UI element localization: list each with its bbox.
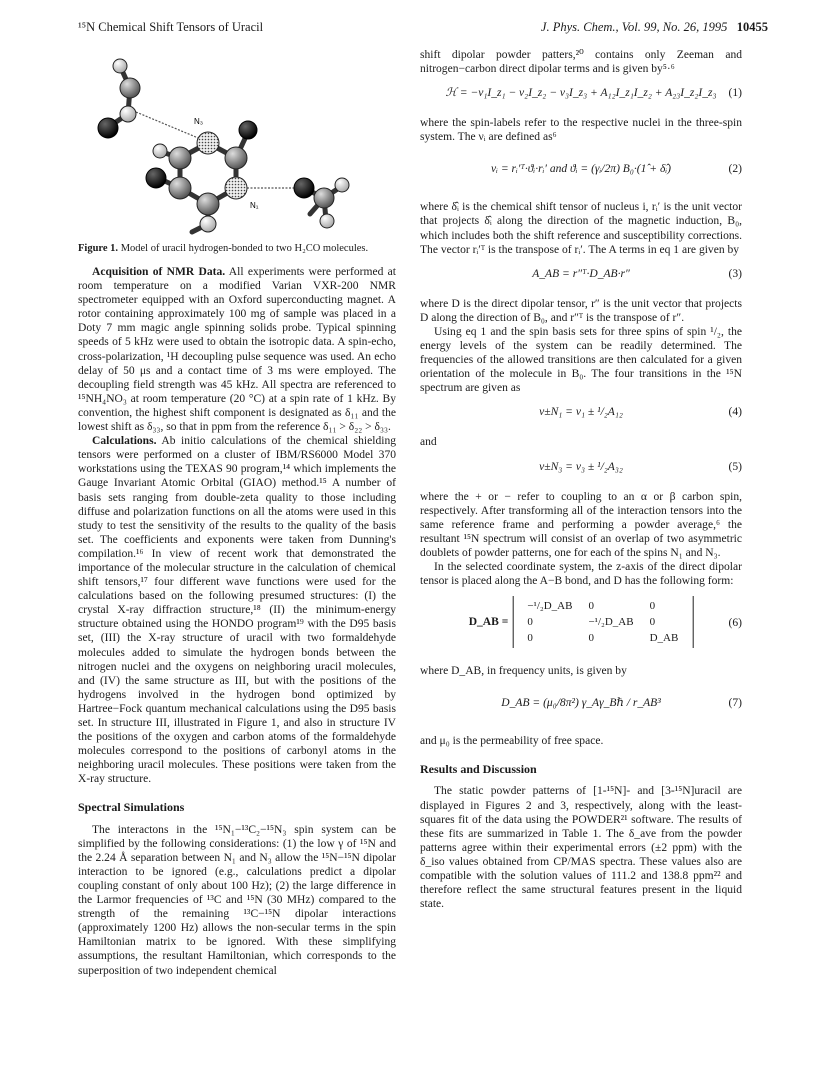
header-title: ¹⁵N Chemical Shift Tensors of Uracil <box>78 20 264 34</box>
results-heading: Results and Discussion <box>420 762 537 777</box>
calculations-heading: Calculations. <box>92 435 157 448</box>
paragraph-r6: where the + or − refer to coupling to an α or β carbon spin, respectively. After transforming all of the interaction tensors into the same reference frame and performing a powder average,⁶ the resultant ¹⁵N spectrum will consist of an overlap of two asymmetric doublets of powder patterns, one for each of the spins N₁ and N₃. <box>420 490 742 559</box>
figure-1 <box>78 48 396 238</box>
spectral-paragraph: The interactons in the ¹⁵N₁−¹³C₂−¹⁵N₃ spin system can be simplified by the following considerations: (1) the low γ of ¹⁵N and the 2.24 Å separation between N₁ and N₃ allow the ¹⁵N−¹⁵N dipolar interaction to be ignored (e.g., calculations predict a dipolar coupling constant of only about 100 Hz); (2) the large difference in the Larmor frequencies of ¹³C and ¹⁵N (30 MHz) compared to the strength of the remaining ¹³C−¹⁵N dipolar interactions (approximately 1200 Hz) allows the non-secular terms in the spin Hamiltonian matrix to be ignored. With these simplifying assumptions, the resultant Hamiltonian, which corresponds to the superposition of two independent chemical <box>78 823 396 977</box>
right-column <box>420 48 742 911</box>
header-journal: J. Phys. Chem., Vol. 99, No. 26, 1995 10455 <box>540 20 768 34</box>
left-column <box>78 48 396 978</box>
matrix-cell: 0 <box>527 616 533 629</box>
label-n3: N₃ <box>194 117 204 126</box>
header-page-number: 10455 <box>736 20 768 34</box>
paragraph-r5: Using eq 1 and the spin basis sets for three spins of spin ¹/₂, the energy levels of the system can be readily determined. The frequencies of the allowed transitions are then calculated for a given orientation of the molecule in B₀. The four transitions in the ¹⁵N spectrum are given as <box>420 325 742 395</box>
calculations-paragraph: Calculations. Ab initio calculations of the chemical shielding tensors were performed on a cluster of IBM/RS6000 Model 370 workstations using the TEXAS 90 program,¹⁴ which implements the Gauge Invariant Atomic Orbital (GIAO) method.¹⁵ A number of basis sets ranging from double-zeta quality to those including diffuse and polarization functions on all the atoms were used in this study to test the sensitivity of the results to the quality of the basis set. The coefficients and exponents were taken from Dunning's compilation.¹⁶ In view of recent work that demonstrated the importance of the molecular structure in the calculation of chemical shift tensors,¹⁷ four different wave functions were used for the calculations based on the following presumed structures: (I) the crystal X-ray diffraction structure,¹⁸ (II) the minimum-energy structure obtained using the HONDO program¹⁹ with the D95 basis set, (III) the X-ray structure of uracil with two formaldehyde molecules added to simulate the hydrogen bonds between the nitrogen nuclei and the oxygens on neighboring uracil molecules, and (IV) the same structure as III, but with the positions of the hydrogens involved in the hydrogen bond optimized by Hartree−Fock quantum mechanical calculations using the D95 basis set. In structure III, illustrated in Figure 1, and also in structure IV the positions of the oxygen and carbon atoms of the formaldehyde molecules correspond to the positions of carbonyl atoms in the neighboring uracil molecules. These positions were taken from the X-ray structure. <box>78 435 396 786</box>
equation-1: ℋ = −ν₁I_z₁ − ν₂I_z₂ − ν₃I_z₃ + A₁₂I_z₁I_z₂ + A₂₃I_z₂I_z₃ (1) <box>445 87 742 100</box>
matrix-cell: D_AB <box>649 632 679 645</box>
acquisition-paragraph: Acquisition of NMR Data. All experiments were performed at room temperature on a modified Varian VXR-200 NMR spectrometer equipped with an Oxford superconducting magnet. A rotor containing approximately 100 mg of sample was placed in a Doty 7 mm magic angle spinning solids probe. Typical spinning speeds of 5 kHz were used to obtain the isotropic data. A spin-echo, cross-polarization, ¹H decoupling pulse sequence was used. An echo delay of 50 μs and a contact time of 3 ms were employed. The decoupling field strength was 45 kHz. All spectra are referenced to ¹⁵NH₄NO₃ at room temperature (20 °C) at a spin rate of 1 kHz. By convention, the highest shift component is designated as δ₁₁ and the lowest shift as δ₃₃, so that in ppm from the reference δ₁₁ > δ₂₂ > δ₃₃. <box>78 266 396 434</box>
matrix-row <box>519 630 686 646</box>
matrix-cell: 0 <box>649 600 656 613</box>
equation-7: D_AB = (μ₀/8π²) γ_Aγ_Bℏ / r_AB³ (7) <box>501 697 742 710</box>
equation-2: νᵢ = rᵢ′ᵀ·ϑᵢ·rᵢ′ and ϑᵢ = (γᵢ/2π) B₀·(1̂ + δ̂ᵢ) (2) <box>491 163 742 176</box>
matrix-cell: 0 <box>588 632 594 645</box>
label-n1: N₁ <box>250 201 259 210</box>
matrix-row <box>519 598 686 614</box>
uracil-molecule-drawing <box>78 48 396 238</box>
paragraph-r7: In the selected coordinate system, the z-axis of the direct dipolar tensor is placed along the A−B bond, and D has the following form: <box>420 560 742 588</box>
dipolar-matrix <box>519 598 686 646</box>
paragraph-r9: and μ₀ is the permeability of free space. <box>420 735 604 748</box>
paragraph-r10: The static powder patterns of [1-¹⁵N]- and [3-¹⁵N]uracil are displayed in Figures 2 and 3, respectively, along with the least-squares fit of the data using the POWDER²¹ software. The results of these fits are summarized in Table 1. The δ_ave from the powder patterns agree within their experimental errors (±2 ppm) with the δ_iso values obtained from CP/MAS spectra. These values also are compatible with the solution values of 111.2 and 138.8 ppm²² and therefore reflect the same structural features present in the liquid state. <box>420 785 742 911</box>
spectral-simulations-heading: Spectral Simulations <box>78 800 185 815</box>
matrix-cell: 0 <box>527 632 533 645</box>
figure-caption: Figure 1. Model of uracil hydrogen-bonded to two H₂CO molecules. <box>78 243 369 254</box>
matrix-cell: 0 <box>649 616 656 629</box>
matrix-cell: 0 <box>588 600 594 613</box>
and-word: and <box>420 436 437 449</box>
paragraph-r4: where D is the direct dipolar tensor, r″ is the unit vector that projects D along the direction of B₀, and r″ᵀ is the transpose of r″. <box>420 297 742 324</box>
acquisition-heading: Acquisition of NMR Data. <box>92 266 226 278</box>
equation-4: ν±N₁ = ν₁ ± ¹/₂A₁₂ (4) <box>539 406 742 419</box>
equation-3: A_AB = r″ᵀ·D_AB·r″ (3) <box>532 267 742 280</box>
equation-5: ν±N₃ = ν₃ ± ¹/₂A₃₂ (5) <box>539 460 742 473</box>
paragraph-r2: where the spin-labels refer to the respective nuclei in the three-spin system. The νᵢ are defined as⁶ <box>420 117 742 144</box>
equation-6: D_AB = −¹/₂D_AB 0 0 0 −¹/₂D_AB 0 0 0 D_AB (6) <box>420 594 742 658</box>
matrix-cell: −¹/₂D_AB <box>588 616 634 629</box>
paragraph-r8: where D_AB, in frequency units, is given by <box>420 665 627 678</box>
paragraph-r3: where δ̂ᵢ is the chemical shift tensor of nucleus i, rᵢ′ is the unit vector that projects δ̂ᵢ along the direction of the magnetic induction, B₀, which includes both the shift reference and susceptibility corrections. The vector rᵢ′ᵀ is the transpose of rᵢ′. The A terms in eq 1 are given by <box>420 201 742 256</box>
paragraph-r1: shift dipolar powder patters,²⁰ contains only Zeeman and nitrogen−carbon direct dipolar terms and is given by⁵·⁶ <box>420 49 742 76</box>
matrix-cell: −¹/₂D_AB <box>527 600 573 613</box>
matrix-row <box>519 614 686 630</box>
running-header <box>78 20 768 38</box>
